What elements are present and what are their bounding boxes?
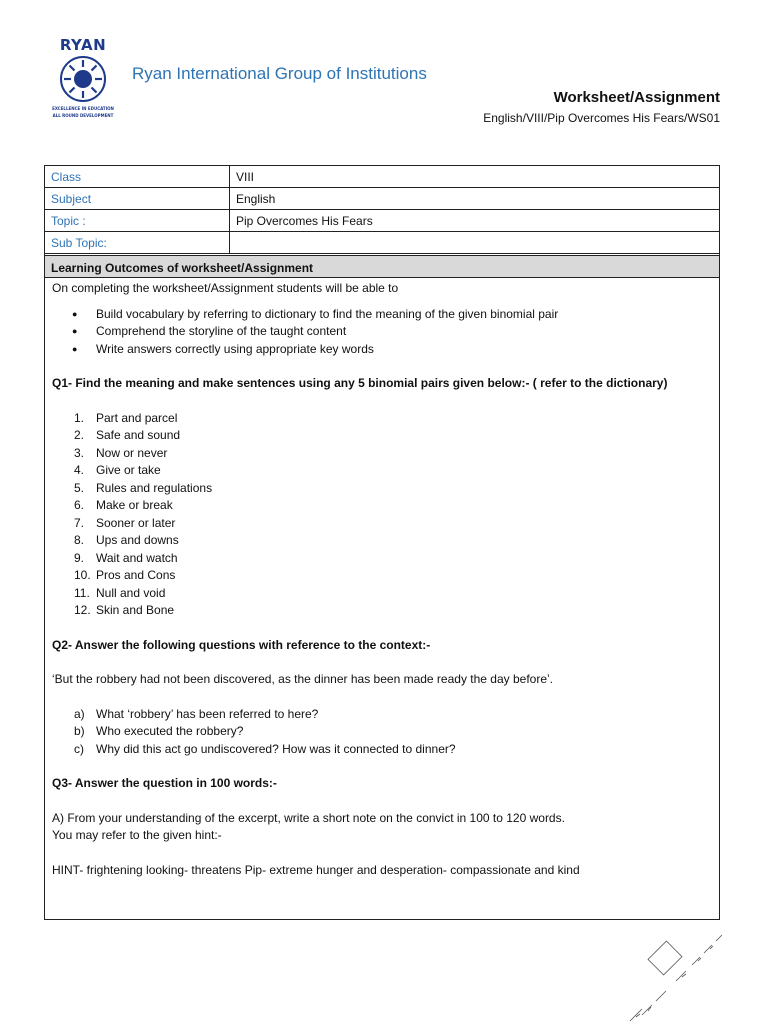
school-logo xyxy=(50,36,116,120)
q2-quote: ‘But the robbery had not been discovered, as the dinner has been made ready the day before’. xyxy=(52,672,553,686)
list-item: 5. Rules and regulations xyxy=(74,480,213,495)
meta-label: Sub Topic: xyxy=(45,232,230,254)
meta-table xyxy=(44,165,720,254)
q3-line2: You may refer to the given hint:- xyxy=(52,828,222,842)
list-item: 1. Part and parcel xyxy=(74,410,178,425)
logo-tagline-2: ALL ROUND DEVELOPMENT xyxy=(52,113,114,118)
list-item: ● Build vocabulary by referring to dictionary to find the meaning of the given binomial pair xyxy=(96,306,712,324)
doc-title: Worksheet/Assignment xyxy=(553,89,720,106)
q1-title: Q1- Find the meaning and make sentences using any 5 binomial pairs given below:- ( refer to the dictionary) xyxy=(52,376,668,390)
list-item: a) What ‘robbery’ has been referred to here? xyxy=(74,706,319,721)
meta-row-topic xyxy=(45,210,720,232)
q3-hint: HINT- frightening looking- threatens Pip- extreme hunger and desperation- compassionate and kind xyxy=(52,862,580,877)
list-item: 8. Ups and downs xyxy=(74,533,179,547)
list-item: 9. Wait and watch xyxy=(74,550,178,565)
list-item: c) Why did this act go undiscovered? How was it connected to dinner? xyxy=(74,741,456,756)
meta-row-subtopic xyxy=(45,232,720,254)
outcomes-heading: Learning Outcomes of worksheet/Assignment xyxy=(44,255,720,278)
watermark-stamp-icon xyxy=(612,925,752,1025)
meta-row-subject xyxy=(45,188,720,210)
logo-text: RYAN xyxy=(59,36,107,54)
meta-value: English xyxy=(230,188,720,210)
list-item: 6. Make or break xyxy=(74,498,173,512)
list-item: 7. Sooner or later xyxy=(74,515,176,530)
org-name: Ryan International Group of Institutions xyxy=(132,64,427,83)
outcomes-list xyxy=(52,306,712,359)
logo-tagline-1: EXCELLENCE IN EDUCATION xyxy=(52,106,114,111)
worksheet-content xyxy=(52,280,712,879)
meta-label: Subject xyxy=(45,188,230,210)
doc-code: English/VIII/Pip Overcomes His Fears/WS01 xyxy=(483,111,720,125)
list-item: 10. Pros and Cons xyxy=(74,568,176,582)
list-item: ● Comprehend the storyline of the taught content xyxy=(96,323,712,341)
outcomes-intro: On completing the worksheet/Assignment students will be able to xyxy=(52,281,399,295)
list-item: ● Write answers correctly using appropriate key words xyxy=(96,341,712,359)
meta-value xyxy=(230,232,720,254)
q2-list xyxy=(52,706,712,759)
list-item: 3. Now or never xyxy=(74,445,168,460)
q3-line1: A) From your understanding of the excerpt, write a short note on the convict in 100 to 120 words. xyxy=(52,810,565,825)
meta-row-class xyxy=(45,166,720,188)
list-item: 2. Safe and sound xyxy=(74,428,181,442)
logo-emblem-icon xyxy=(58,54,108,104)
list-item: 11. Null and void xyxy=(74,585,166,600)
q1-list xyxy=(52,410,712,620)
q3-title: Q3- Answer the question in 100 words:- xyxy=(52,776,277,790)
q2-title: Q2- Answer the following questions with reference to the context:- xyxy=(52,637,431,652)
list-item: 4. Give or take xyxy=(74,463,161,477)
meta-label: Class xyxy=(45,166,230,188)
meta-label: Topic : xyxy=(45,210,230,232)
list-item: b) Who executed the robbery? xyxy=(74,724,244,738)
meta-value: Pip Overcomes His Fears xyxy=(230,210,720,232)
list-item: 12. Skin and Bone xyxy=(74,603,175,617)
meta-value: VIII xyxy=(230,166,720,188)
